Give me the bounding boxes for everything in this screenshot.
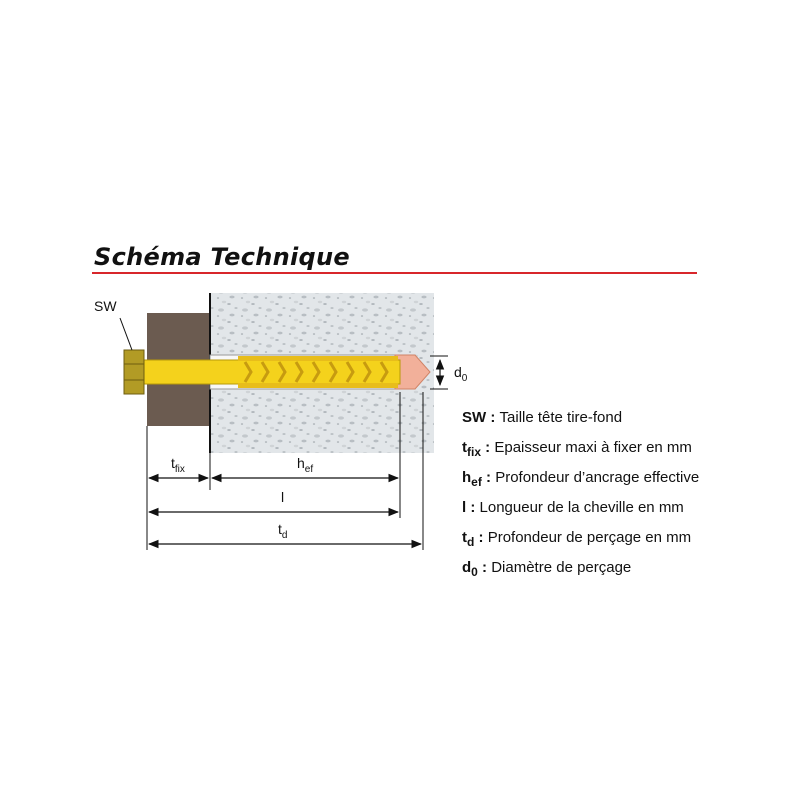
page-title: Schéma Technique xyxy=(94,243,350,271)
legend-row-d0 xyxy=(462,555,699,585)
hex-head xyxy=(124,350,144,394)
legend-row-l xyxy=(462,495,699,525)
legend-text: Epaisseur maxi à fixer en mm xyxy=(494,439,692,456)
sw-label: SW xyxy=(94,298,117,314)
legend-row-tfix xyxy=(462,435,699,465)
anchor-sleeve-top xyxy=(238,356,398,361)
legend-symbol: $t_{fix}$ : xyxy=(462,439,495,459)
legend-row-td xyxy=(462,525,699,555)
sw-leader xyxy=(120,318,132,350)
legend-text: Taille tête tire-fond xyxy=(499,409,623,426)
legend-symbol: $t_d$ : xyxy=(462,529,488,549)
legend-symbol: $h_{ef}$ : xyxy=(462,469,496,489)
legend-text: Diamètre de perçage xyxy=(491,559,632,576)
l-label: l xyxy=(281,489,285,505)
legend-text: Longueur de la cheville en mm xyxy=(479,499,684,516)
tfix-label: $t_{fix}$ xyxy=(171,455,185,475)
legend-row-hef xyxy=(462,465,699,495)
legend-symbol: $d_0$ : xyxy=(462,559,492,579)
legend-symbol: SW : xyxy=(462,409,500,426)
legend-symbol: l : xyxy=(462,499,480,516)
anchor-sleeve-bottom xyxy=(238,383,398,388)
screw-shank xyxy=(140,360,400,384)
hef-label: $h_{ef}$ xyxy=(297,455,314,475)
d0-label: $d_0$ xyxy=(454,364,468,384)
legend-text: Profondeur de perçage en mm xyxy=(487,529,692,546)
legend-text: Profondeur d’ancrage effective xyxy=(495,469,700,486)
legend-row-sw xyxy=(462,405,699,435)
legend xyxy=(462,405,699,585)
td-label: $t_d$ xyxy=(278,521,288,541)
